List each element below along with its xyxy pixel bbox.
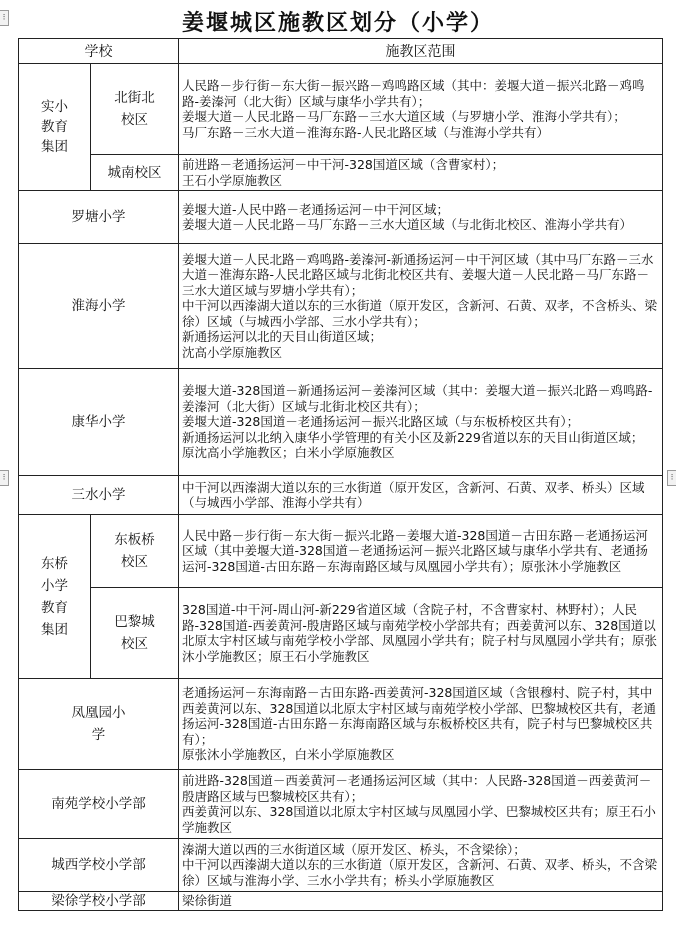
table-row (19, 892, 663, 911)
table-row (19, 839, 663, 892)
range-cell: 溱湖大道以西的三水街道区域（原开发区、桥头，不含梁徐）； 中干河以西溱湖大道以东的三水街道（原开发区，含新河、石黄、双孝、桥头，不含梁徐）区域与淮海小学、三水小学共有；桥头小学原施教区 (179, 839, 663, 892)
campus-name: 东板桥校区 (91, 515, 179, 588)
header-school: 学校 (19, 39, 179, 64)
school-name: 凤凰园小学 (19, 679, 179, 770)
page-title: 姜堰城区施教区划分（小学） (181, 10, 494, 36)
table-row (19, 191, 663, 244)
school-name: 梁徐学校小学部 (19, 892, 179, 911)
school-name: 城西学校小学部 (19, 839, 179, 892)
table-row (19, 64, 663, 155)
table-row (19, 476, 663, 515)
table-row (19, 679, 663, 770)
header-range: 施教区范围 (179, 39, 663, 64)
group-name: 东桥小学教育集团 (19, 515, 91, 679)
range-cell: 前进路-328国道－西姜黄河－老通扬运河区域（其中：人民路-328国道－西姜黄河－殷唐路区域与巴黎城校区共有）； 西姜黄河以东、328国道以北原太宇村区域与凤凰园小学、巴黎城校区共有；原王石小学施教区 (179, 770, 663, 839)
range-cell: 老通扬运河－东海南路－古田东路-西姜黄河-328国道区域（含银穆村、院子村，其中西姜黄河以东、328国道以北原太宇村区域与南苑学校小学部、巴黎城校区共有，老通扬运河-328国道-古田东路－东海南路区域与东板桥校区共有，院子村与巴黎城校区共有）； 原张沐小学施教区，白米小学原施教区 (179, 679, 663, 770)
campus-name: 城南校区 (91, 155, 179, 191)
range-cell: 328国道-中干河-周山河-新229省道区域（含院子村，不含曹家村、林野村）；人民路-328国道-西姜黄河-殷唐路区域与南苑学校小学部共有；西姜黄河以东、328国道以北原太宇村区域与南苑学校小学部、凤凰园小学共有；院子村与凤凰园小学共有；原张沐小学施教区；原王石小学施教区 (179, 588, 663, 679)
school-name: 三水小学 (19, 476, 179, 515)
left-edge-marker: ⁝ (0, 470, 9, 486)
header-row (19, 39, 663, 64)
range-cell: 姜堰大道－人民北路－鸡鸣路-姜溱河-新通扬运河－中干河区域（其中马厂东路－三水大道－淮海东路-人民北路区域与北街北校区共有、姜堰大道－人民北路－马厂东路－三水大道区域与罗塘小学共有）； 中干河以西溱湖大道以东的三水街道（原开发区，含新河、石黄、双孝，不含桥头、梁徐）区域（与城西小学部、三水小学共有）； 新通扬运河以北的天目山街道区域； 沈高小学原施教区 (179, 244, 663, 369)
school-name: 罗塘小学 (19, 191, 179, 244)
table-row (19, 244, 663, 369)
range-cell: 姜堰大道-人民中路－老通扬运河－中干河区域； 姜堰大道－人民北路－马厂东路－三水大道区域（与北街北校区、淮海小学共有） (179, 191, 663, 244)
range-cell: 人民中路－步行街－东大街－振兴北路－姜堰大道-328国道－古田东路－老通扬运河区域（其中姜堰大道-328国道－老通扬运河－振兴北路区域与康华小学共有、老通扬运河-328国道-古田东路－东海南路区域与凤凰园小学共有）；原张沐小学施教区 (179, 515, 663, 588)
table-row (19, 515, 663, 588)
range-cell: 姜堰大道-328国道－新通扬运河－姜溱河区域（其中：姜堰大道－振兴北路－鸡鸣路-姜溱河（北大街）区域与北街北校区共有）； 姜堰大道-328国道－老通扬运河－振兴北路区域（与东板桥校区共有）； 新通扬运河以北纳入康华小学管理的有关小区及新229省道以东的天目山街道区域； 原沈高小学施教区；白米小学原施教区 (179, 369, 663, 476)
left-edge-marker: ⁝ (0, 10, 9, 26)
range-cell: 中干河以西溱湖大道以东的三水街道（原开发区，含新河、石黄、双孝、桥头）区域（与城西小学部、淮海小学共有） (179, 476, 663, 515)
table-row (19, 770, 663, 839)
campus-name: 巴黎城校区 (91, 588, 179, 679)
right-edge-marker: ⁝ (667, 470, 676, 486)
school-name: 淮海小学 (19, 244, 179, 369)
range-cell: 人民路－步行街－东大街－振兴路－鸡鸣路区域（其中：姜堰大道－振兴北路－鸡鸣路-姜溱河（北大街）区域与康华小学共有）； 姜堰大道－人民北路－马厂东路－三水大道区域（与罗塘小学、淮海小学共有）； 马厂东路－三水大道－淮海东路-人民北路区域（与淮海小学共有） (179, 64, 663, 155)
school-name: 康华小学 (19, 369, 179, 476)
campus-name: 北街北校区 (91, 64, 179, 155)
range-cell: 梁徐街道 (179, 892, 663, 911)
district-table (18, 38, 663, 911)
table-row (19, 155, 663, 191)
table-row (19, 588, 663, 679)
table-row (19, 369, 663, 476)
range-cell: 前进路－老通扬运河－中干河-328国道区域（含曹家村）； 王石小学原施教区 (179, 155, 663, 191)
school-name: 南苑学校小学部 (19, 770, 179, 839)
group-name: 实小教育集团 (19, 64, 91, 191)
